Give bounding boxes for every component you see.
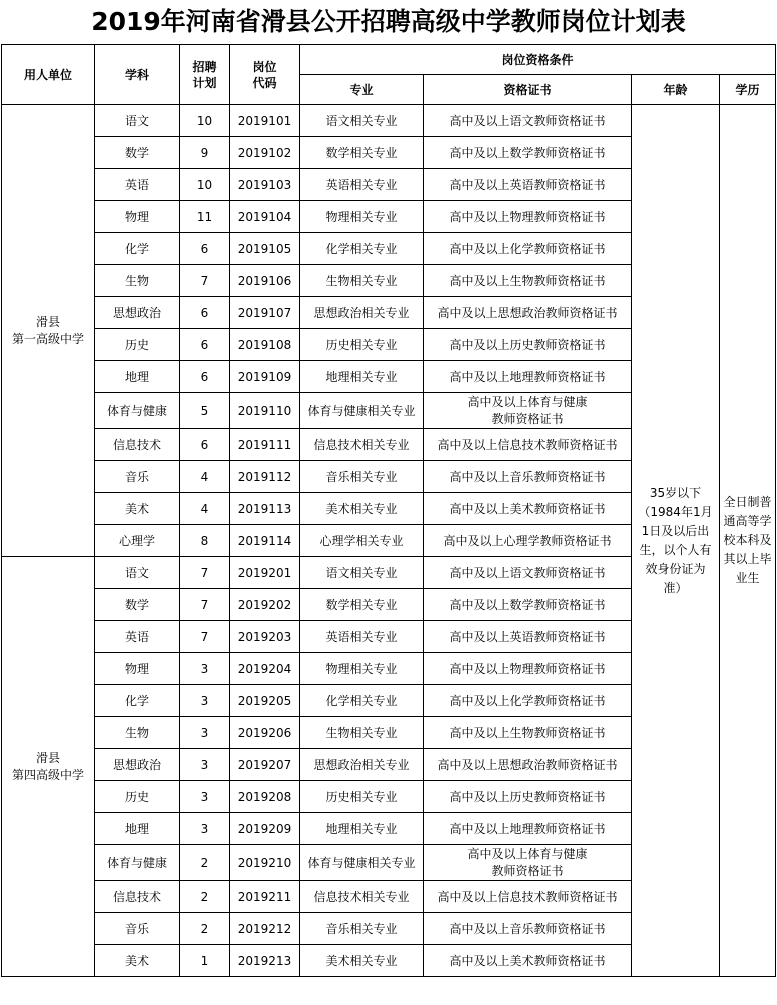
subject-cell: 体育与健康 xyxy=(95,845,180,881)
plan-cell: 6 xyxy=(180,361,230,393)
certificate-cell: 高中及以上地理教师资格证书 xyxy=(424,361,632,393)
code-cell: 2019202 xyxy=(230,589,300,621)
plan-cell: 2 xyxy=(180,913,230,945)
code-cell: 2019106 xyxy=(230,265,300,297)
major-cell: 英语相关专业 xyxy=(300,621,424,653)
header-education: 学历 xyxy=(720,75,776,105)
certificate-cell: 高中及以上生物教师资格证书 xyxy=(424,717,632,749)
plan-cell: 7 xyxy=(180,557,230,589)
code-cell: 2019102 xyxy=(230,137,300,169)
code-cell: 2019112 xyxy=(230,461,300,493)
plan-cell: 6 xyxy=(180,429,230,461)
certificate-cell: 高中及以上美术教师资格证书 xyxy=(424,493,632,525)
page-title: 2019年河南省滑县公开招聘高级中学教师岗位计划表 xyxy=(91,7,686,36)
table-row xyxy=(2,105,776,137)
code-cell: 2019103 xyxy=(230,169,300,201)
code-cell: 2019110 xyxy=(230,393,300,429)
code-cell: 2019208 xyxy=(230,781,300,813)
code-cell: 2019201 xyxy=(230,557,300,589)
major-cell: 生物相关专业 xyxy=(300,265,424,297)
subject-cell: 体育与健康 xyxy=(95,393,180,429)
subject-cell: 语文 xyxy=(95,557,180,589)
plan-cell: 7 xyxy=(180,265,230,297)
age-requirement-cell xyxy=(632,105,720,977)
plan-cell: 10 xyxy=(180,105,230,137)
header-code-text: 岗位代码 xyxy=(252,59,277,90)
major-cell: 音乐相关专业 xyxy=(300,913,424,945)
certificate-cell: 高中及以上信息技术教师资格证书 xyxy=(424,429,632,461)
code-cell: 2019211 xyxy=(230,881,300,913)
subject-cell: 生物 xyxy=(95,265,180,297)
plan-cell: 6 xyxy=(180,233,230,265)
subject-cell: 思想政治 xyxy=(95,749,180,781)
subject-cell: 物理 xyxy=(95,653,180,685)
certificate-cell: 高中及以上生物教师资格证书 xyxy=(424,265,632,297)
code-cell: 2019114 xyxy=(230,525,300,557)
certificate-cell: 高中及以上数学教师资格证书 xyxy=(424,589,632,621)
certificate-cell: 高中及以上数学教师资格证书 xyxy=(424,137,632,169)
subject-cell: 物理 xyxy=(95,201,180,233)
certificate-cell: 高中及以上物理教师资格证书 xyxy=(424,653,632,685)
code-cell: 2019203 xyxy=(230,621,300,653)
code-cell: 2019113 xyxy=(230,493,300,525)
subject-cell: 生物 xyxy=(95,717,180,749)
code-cell: 2019111 xyxy=(230,429,300,461)
plan-cell: 1 xyxy=(180,945,230,977)
education-requirement-text: 全日制普通高等学校本科及其以上毕业生 xyxy=(723,495,772,585)
plan-cell: 5 xyxy=(180,393,230,429)
certificate-cell: 高中及以上心理学教师资格证书 xyxy=(424,525,632,557)
plan-cell: 10 xyxy=(180,169,230,201)
code-cell: 2019209 xyxy=(230,813,300,845)
certificate-cell: 高中及以上化学教师资格证书 xyxy=(424,685,632,717)
certificate-cell: 高中及以上体育与健康 教师资格证书 xyxy=(424,845,632,881)
subject-cell: 语文 xyxy=(95,105,180,137)
subject-cell: 英语 xyxy=(95,169,180,201)
age-requirement-text: 35岁以下（1984年1月1日及以后出生，以个人有效身份证为准） xyxy=(638,485,713,595)
major-cell: 数学相关专业 xyxy=(300,589,424,621)
header-unit: 用人单位 xyxy=(2,45,95,105)
major-cell: 英语相关专业 xyxy=(300,169,424,201)
certificate-cell: 高中及以上英语教师资格证书 xyxy=(424,621,632,653)
plan-cell: 3 xyxy=(180,685,230,717)
major-cell: 数学相关专业 xyxy=(300,137,424,169)
certificate-cell: 高中及以上历史教师资格证书 xyxy=(424,329,632,361)
plan-cell: 9 xyxy=(180,137,230,169)
code-cell: 2019212 xyxy=(230,913,300,945)
code-cell: 2019109 xyxy=(230,361,300,393)
code-cell: 2019105 xyxy=(230,233,300,265)
subject-cell: 心理学 xyxy=(95,525,180,557)
major-cell: 体育与健康相关专业 xyxy=(300,845,424,881)
subject-cell: 历史 xyxy=(95,329,180,361)
header-plan-text: 招聘计划 xyxy=(192,59,217,90)
plan-cell: 6 xyxy=(180,297,230,329)
certificate-cell: 高中及以上历史教师资格证书 xyxy=(424,781,632,813)
major-cell: 语文相关专业 xyxy=(300,557,424,589)
plan-cell: 3 xyxy=(180,717,230,749)
major-cell: 生物相关专业 xyxy=(300,717,424,749)
subject-cell: 地理 xyxy=(95,813,180,845)
major-cell: 化学相关专业 xyxy=(300,685,424,717)
subject-cell: 化学 xyxy=(95,233,180,265)
code-cell: 2019101 xyxy=(230,105,300,137)
certificate-cell: 高中及以上体育与健康 教师资格证书 xyxy=(424,393,632,429)
header-certificate: 资格证书 xyxy=(424,75,632,105)
major-cell: 思想政治相关专业 xyxy=(300,297,424,329)
major-cell: 地理相关专业 xyxy=(300,361,424,393)
certificate-cell: 高中及以上语文教师资格证书 xyxy=(424,557,632,589)
code-cell: 2019204 xyxy=(230,653,300,685)
major-cell: 历史相关专业 xyxy=(300,781,424,813)
subject-cell: 数学 xyxy=(95,589,180,621)
plan-cell: 7 xyxy=(180,589,230,621)
plan-cell: 7 xyxy=(180,621,230,653)
plan-cell: 3 xyxy=(180,653,230,685)
code-cell: 2019108 xyxy=(230,329,300,361)
header-conditions: 岗位资格条件 xyxy=(300,45,776,75)
certificate-cell: 高中及以上化学教师资格证书 xyxy=(424,233,632,265)
plan-cell: 4 xyxy=(180,461,230,493)
certificate-cell: 高中及以上美术教师资格证书 xyxy=(424,945,632,977)
header-major: 专业 xyxy=(300,75,424,105)
subject-cell: 美术 xyxy=(95,945,180,977)
unit-name-cell: 滑县 第一高级中学 xyxy=(2,105,95,557)
subject-cell: 信息技术 xyxy=(95,429,180,461)
education-requirement-cell xyxy=(720,105,776,977)
code-cell: 2019207 xyxy=(230,749,300,781)
code-cell: 2019205 xyxy=(230,685,300,717)
code-cell: 2019206 xyxy=(230,717,300,749)
certificate-cell: 高中及以上音乐教师资格证书 xyxy=(424,461,632,493)
major-cell: 物理相关专业 xyxy=(300,653,424,685)
code-cell: 2019210 xyxy=(230,845,300,881)
recruitment-table xyxy=(1,44,776,977)
major-cell: 化学相关专业 xyxy=(300,233,424,265)
subject-cell: 地理 xyxy=(95,361,180,393)
major-cell: 美术相关专业 xyxy=(300,945,424,977)
major-cell: 历史相关专业 xyxy=(300,329,424,361)
code-cell: 2019107 xyxy=(230,297,300,329)
certificate-cell: 高中及以上音乐教师资格证书 xyxy=(424,913,632,945)
plan-cell: 3 xyxy=(180,813,230,845)
plan-cell: 11 xyxy=(180,201,230,233)
subject-cell: 信息技术 xyxy=(95,881,180,913)
certificate-cell: 高中及以上英语教师资格证书 xyxy=(424,169,632,201)
subject-cell: 历史 xyxy=(95,781,180,813)
major-cell: 信息技术相关专业 xyxy=(300,429,424,461)
certificate-cell: 高中及以上思想政治教师资格证书 xyxy=(424,749,632,781)
header-code xyxy=(230,45,300,105)
major-cell: 思想政治相关专业 xyxy=(300,749,424,781)
major-cell: 心理学相关专业 xyxy=(300,525,424,557)
subject-cell: 音乐 xyxy=(95,461,180,493)
major-cell: 体育与健康相关专业 xyxy=(300,393,424,429)
major-cell: 音乐相关专业 xyxy=(300,461,424,493)
header-plan xyxy=(180,45,230,105)
subject-cell: 音乐 xyxy=(95,913,180,945)
major-cell: 地理相关专业 xyxy=(300,813,424,845)
certificate-cell: 高中及以上信息技术教师资格证书 xyxy=(424,881,632,913)
header-subject: 学科 xyxy=(95,45,180,105)
code-cell: 2019104 xyxy=(230,201,300,233)
major-cell: 信息技术相关专业 xyxy=(300,881,424,913)
major-cell: 美术相关专业 xyxy=(300,493,424,525)
plan-cell: 8 xyxy=(180,525,230,557)
plan-cell: 3 xyxy=(180,749,230,781)
certificate-cell: 高中及以上地理教师资格证书 xyxy=(424,813,632,845)
major-cell: 语文相关专业 xyxy=(300,105,424,137)
plan-cell: 2 xyxy=(180,845,230,881)
subject-cell: 思想政治 xyxy=(95,297,180,329)
code-cell: 2019213 xyxy=(230,945,300,977)
subject-cell: 数学 xyxy=(95,137,180,169)
subject-cell: 化学 xyxy=(95,685,180,717)
certificate-cell: 高中及以上思想政治教师资格证书 xyxy=(424,297,632,329)
plan-cell: 4 xyxy=(180,493,230,525)
plan-cell: 6 xyxy=(180,329,230,361)
certificate-cell: 高中及以上语文教师资格证书 xyxy=(424,105,632,137)
subject-cell: 英语 xyxy=(95,621,180,653)
header-age: 年龄 xyxy=(632,75,720,105)
plan-cell: 2 xyxy=(180,881,230,913)
subject-cell: 美术 xyxy=(95,493,180,525)
major-cell: 物理相关专业 xyxy=(300,201,424,233)
unit-name-cell: 滑县 第四高级中学 xyxy=(2,557,95,977)
plan-cell: 3 xyxy=(180,781,230,813)
table-body xyxy=(2,105,776,977)
certificate-cell: 高中及以上物理教师资格证书 xyxy=(424,201,632,233)
